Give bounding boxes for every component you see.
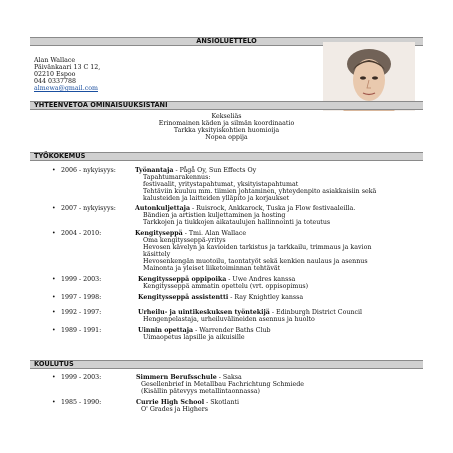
- work-detail: Hengenpelastaja, urheiluvälineiden asennus ja huolto: [143, 316, 315, 323]
- summary-line: Tarkka yksityiskohtien huomioija: [173, 127, 280, 134]
- education-title-line: [136, 399, 239, 406]
- summary-line: Nopea oppija: [205, 134, 248, 141]
- education-title: Currie High School: [136, 399, 205, 406]
- work-dates: 1989 - 1991:: [61, 327, 102, 334]
- bullet-icon: •: [52, 205, 56, 212]
- work-org: - Tmi. Alan Wallace: [182, 230, 247, 237]
- work-title: Työnantaja: [135, 167, 174, 174]
- education-title-line: [136, 374, 242, 381]
- bullet-icon: •: [52, 167, 56, 174]
- work-heading: TYÖKOKEMUS: [34, 152, 86, 160]
- contact-city: 02210 Espoo: [34, 71, 76, 78]
- work-detail: Hevosen kävelyn ja kavioiden tarkistus ja tarkkailu, trimmaus ja kavion: [143, 244, 372, 251]
- work-detail: Uimaopetus lapsille ja aikuisille: [143, 334, 245, 341]
- work-title: Kengitysseppä oppipoika: [138, 276, 227, 283]
- bullet-icon: •: [52, 276, 56, 283]
- bullet-icon: •: [52, 327, 56, 334]
- work-title: Kengitysseppä assistentti: [138, 294, 229, 301]
- work-title: Uinnin opettaja: [138, 327, 194, 334]
- work-title: Kengityseppä: [135, 230, 183, 237]
- education-detail: Gesellenbrief in Metallbau Fachrichtung Schmiede: [141, 381, 304, 388]
- work-org: - Edinburgh District Council: [269, 309, 363, 316]
- bullet-icon: •: [52, 230, 56, 237]
- education-heading: KOULUTUS: [34, 360, 74, 368]
- bullet-icon: •: [52, 374, 56, 381]
- contact-street: Päivänkaari 13 C 12,: [34, 64, 101, 71]
- summary-line: Kekseliäs: [211, 113, 242, 120]
- work-detail: Mainonta ja yleiset liiketoiminnan tehtävät: [143, 265, 281, 272]
- work-org: - Ray Knightley kanssa: [228, 294, 304, 301]
- education-detail: O' Grades ja Highers: [141, 406, 208, 413]
- contact-name: Alan Wallace: [34, 57, 76, 64]
- work-org: - Ruisrock, Ankkarock, Tuska ja Flow festivaaleilla.: [190, 205, 356, 212]
- education-dates: 1999 - 2003:: [61, 374, 102, 381]
- work-heading-bar: [30, 152, 423, 161]
- work-title-line: [138, 294, 303, 301]
- work-detail: Hevosenkengän muotoilu, taontatyöt sekä kenkien naulaus ja asennus: [143, 258, 368, 265]
- education-org: - Saksa: [216, 374, 242, 381]
- bullet-icon: •: [52, 399, 56, 406]
- work-detail: kalusteiden ja laitteiden ylläpito ja korjaukset: [143, 195, 290, 202]
- summary-line: Erinomainen käden ja silmän koordinaatio: [158, 120, 295, 127]
- education-detail: (Kisällin pätevyys metallintaonnassa): [141, 388, 260, 395]
- work-detail: Tehtäviin kuuluu mm. tiimien johtaminen, yhteydenpito asiakkaisiin sekä: [143, 188, 377, 195]
- work-dates: 1992 - 1997:: [61, 309, 102, 316]
- work-org: - Uwe Andres kanssa: [226, 276, 296, 283]
- contact-phone: 044 0337788: [34, 78, 77, 85]
- work-dates: 1997 - 1998:: [61, 294, 102, 301]
- work-detail: Tapahtumarakennus:: [143, 174, 211, 181]
- contact-email-link[interactable]: almewa@gmail.com: [34, 85, 98, 92]
- work-detail: Oma kengitysseppä-yritys: [143, 237, 226, 244]
- education-title: Simmern Berufsschule: [136, 374, 217, 381]
- work-title: Urheilu- ja uintikeskuksen työntekijä: [138, 309, 270, 316]
- work-detail: Kengitysseppä ammatin opettelu (vrt. oppisopimus): [143, 283, 309, 290]
- work-title-line: [138, 276, 295, 283]
- work-detail: käsittely: [143, 251, 171, 258]
- work-title: Autonkuljettaja: [135, 205, 191, 212]
- summary-heading: YHTEENVETOA OMINAISUUKSISTANI: [34, 101, 168, 109]
- work-dates: 2004 - 2010:: [61, 230, 102, 237]
- work-detail: Tarkkojen ja tiukkojen aikataulujen hallinnointi ja toteutus: [143, 219, 331, 226]
- work-detail: festivaalit, yritystapahtumat, yksityistapahtumat: [143, 181, 299, 188]
- document-title: ANSIOLUETTELO: [196, 37, 257, 45]
- work-title-line: [138, 309, 362, 316]
- education-dates: 1985 - 1990:: [61, 399, 102, 406]
- work-title-line: [135, 230, 246, 237]
- work-org: - Warrender Baths Club: [193, 327, 271, 334]
- work-org: - Pågå Oy, Sun Effects Oy: [173, 167, 257, 174]
- work-title-line: [138, 327, 271, 334]
- work-dates: 2007 - nykyisyys:: [61, 205, 116, 212]
- work-detail: Bändien ja artistien kuljettaminen ja hosting: [143, 212, 286, 219]
- education-org: - Skotlanti: [204, 399, 240, 406]
- work-title-line: [135, 167, 256, 174]
- bullet-icon: •: [52, 309, 56, 316]
- education-heading-bar: [30, 360, 423, 369]
- work-title-line: [135, 205, 355, 212]
- work-dates: 1999 - 2003:: [61, 276, 102, 283]
- work-dates: 2006 - nykyisyys:: [61, 167, 116, 174]
- bullet-icon: •: [52, 294, 56, 301]
